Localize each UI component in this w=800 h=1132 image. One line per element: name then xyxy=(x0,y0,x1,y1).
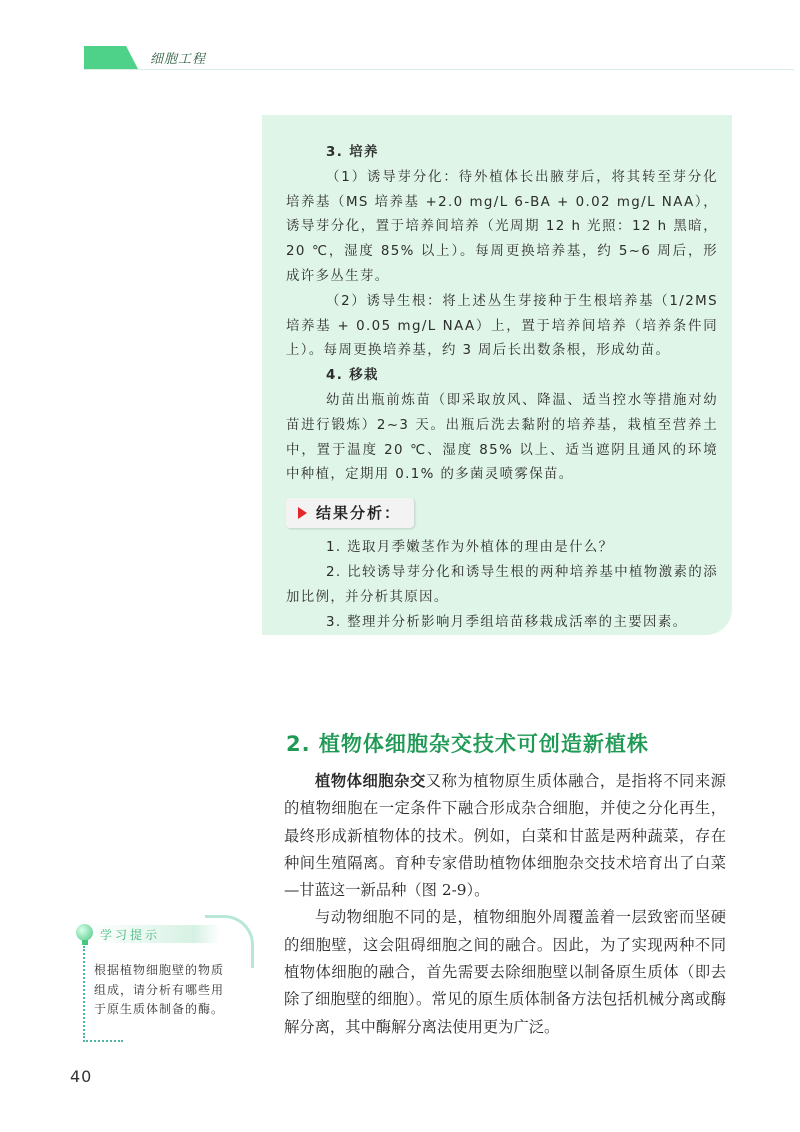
step-3-paragraph-1: （1）诱导芽分化：待外植体长出腋芽后，将其转至芽分化培养基（MS 培养基 +2.0 mg/L 6-BA + 0.02 mg/L NAA），诱导芽分化，置于培养间培养（光周期 12 h 光照：12 h 黑暗，20 ℃，湿度 85% 以上）。每周更换培养基，约 5~6 周后，形成许多丛生芽。 xyxy=(286,169,718,284)
body-paragraph-1-text: 又称为植物原生质体融合，是指将不同来源的植物细胞在一定条件下融合形成杂合细胞，并使之分化再生，最终形成新植物体的技术。例如，白菜和甘蓝是两种蔬菜，存在种间生殖隔离。育种专家借助植物体细胞杂交技术培育出了白菜—甘蓝这一新品种（图 2-9）。 xyxy=(284,772,726,900)
result-analysis-tag xyxy=(286,498,414,528)
header-divider xyxy=(84,69,794,70)
chapter-title: 细胞工程 xyxy=(150,52,207,67)
question-2: 2. 比较诱导芽分化和诱导生根的两种培养基中植物激素的添加比例，并分析其原因。 xyxy=(286,564,718,605)
step-3-heading: 3. 培养 xyxy=(326,145,379,160)
lightbulb-base xyxy=(82,940,88,945)
section-title: 2. 植物体细胞杂交技术可创造新植株 xyxy=(286,732,649,756)
tip-title: 学习提示 xyxy=(100,928,161,942)
tip-dotted-border-bottom xyxy=(83,1040,123,1042)
tip-text: 根据植物细胞壁的物质组成，请分析有哪些用于原生质体制备的酶。 xyxy=(94,963,225,1016)
tip-dotted-border xyxy=(83,946,85,1038)
question-1: 1. 选取月季嫩茎作为外植体的理由是什么？ xyxy=(326,540,614,556)
page-number: 40 xyxy=(70,1067,93,1086)
step-4-paragraph: 幼苗出瓶前炼苗（即采取放风、降温、适当控水等措施对幼苗进行锻炼）2~3 天。出瓶后洗去黏附的培养基，栽植至营养土中，置于温度 20 ℃、湿度 85% 以上、适当遮阴且通风的环境中种植，定期用 0.1% 的多菌灵喷雾保苗。 xyxy=(286,392,718,483)
lightbulb-icon xyxy=(76,924,93,941)
body-paragraph-1 xyxy=(284,768,726,904)
step-3-paragraph-2: （2）诱导生根：将上述丛生芽接种于生根培养基（1/2MS 培养基 + 0.05 mg/L NAA）上，置于培养间培养（培养条件同上）。每周更换培养基，约 3 周后长出数条根，形成幼苗。 xyxy=(286,293,718,359)
step-4-heading: 4. 移栽 xyxy=(326,368,379,384)
play-arrow-icon xyxy=(298,507,307,519)
chapter-tab-marker xyxy=(84,46,138,69)
question-3: 3. 整理并分析影响月季组培苗移栽成活率的主要因素。 xyxy=(326,614,688,630)
key-term: 植物体细胞杂交 xyxy=(315,772,426,790)
experiment-box xyxy=(262,115,732,635)
section-body xyxy=(284,768,726,1041)
result-analysis-label: 结果分析： xyxy=(316,504,402,523)
body-paragraph-2: 与动物细胞不同的是，植物细胞外周覆盖着一层致密而坚硬的细胞壁，这会阻碍细胞之间的融合。因此，为了实现两种不同植物体细胞的融合，首先需要去除细胞壁以制备原生质体（即去除了细胞壁的细胞）。常见的原生质体制备方法包括机械分离或酶解分离，其中酶解分离法使用更为广泛。 xyxy=(284,908,726,1036)
experiment-content xyxy=(286,141,718,635)
